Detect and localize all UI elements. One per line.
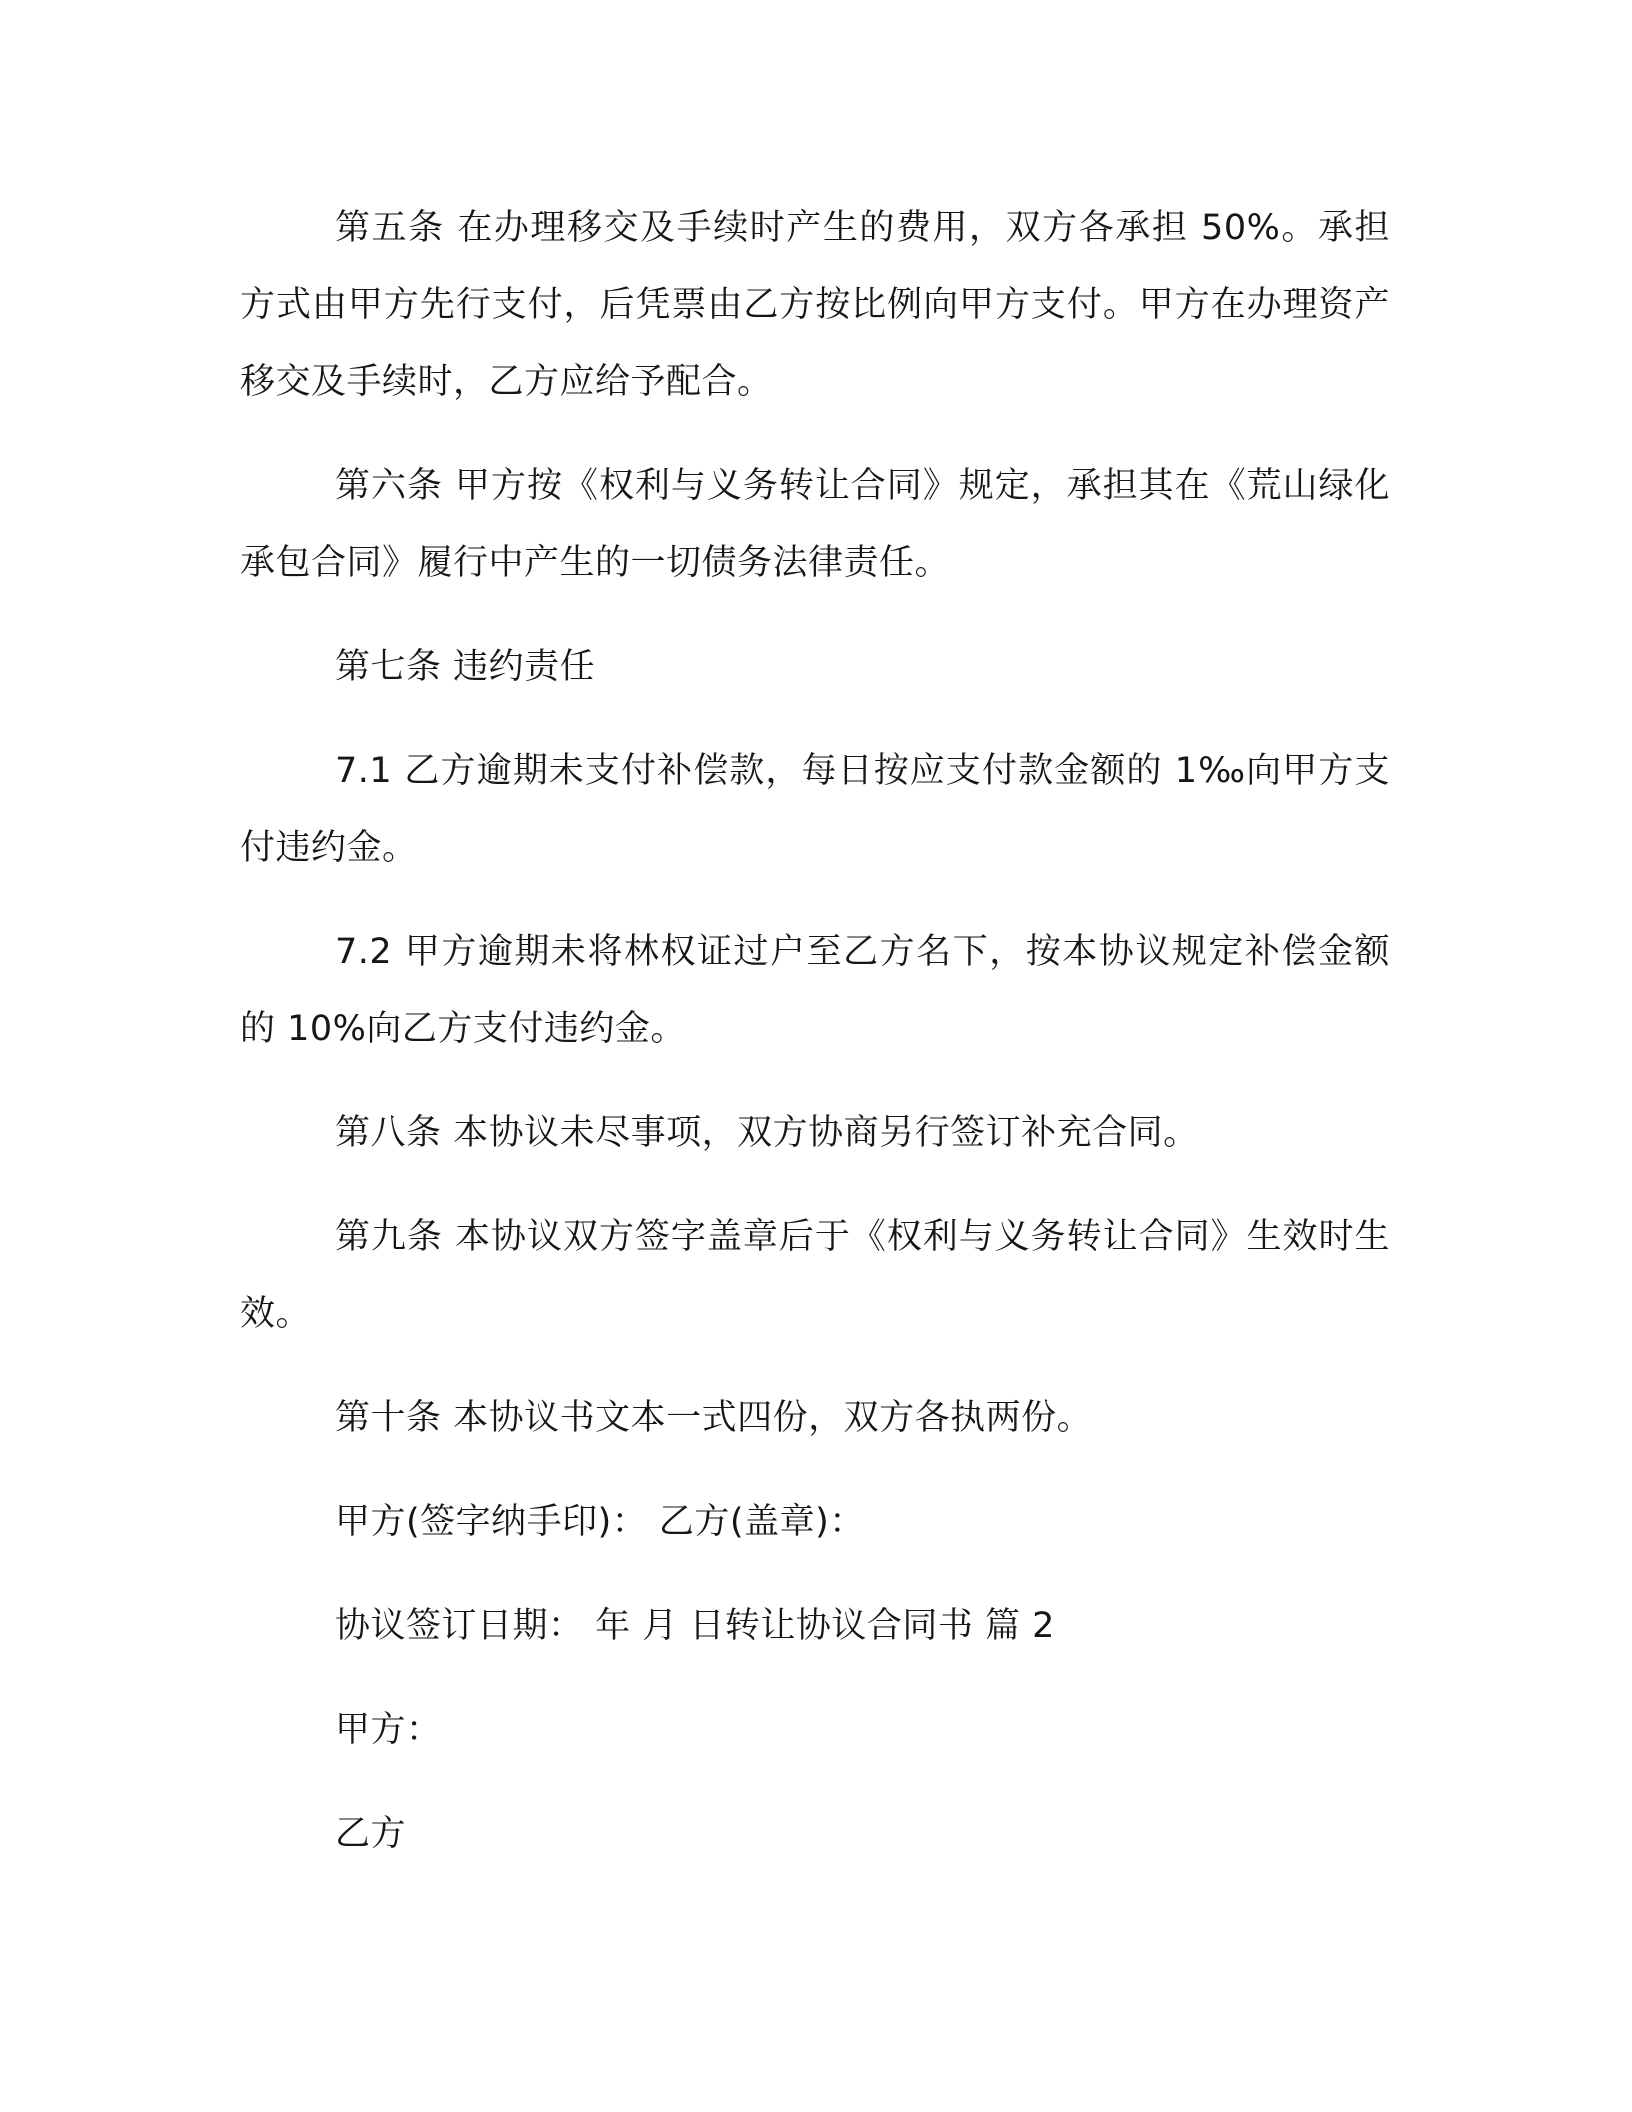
signature-line: 甲方(签字纳手印)： 乙方(盖章)： xyxy=(335,1502,865,1542)
party-b-line: 乙方 xyxy=(335,1814,407,1854)
article-6-paragraph: 第六条 甲方按《权利与义务转让合同》规定，承担其在《荒山绿化承包合同》履行中产生的一切债务法律责任。 xyxy=(240,466,1390,583)
article-5-paragraph: 第五条 在办理移交及手续时产生的费用，双方各承担 50%。承担方式由甲方先行支付，后凭票由乙方按比例向甲方支付。甲方在办理资产移交及手续时，乙方应给予配合。 xyxy=(240,208,1390,402)
party-a-line: 甲方： xyxy=(335,1710,442,1750)
clause-7-2-paragraph: 7.2 甲方逾期未将林权证过户至乙方名下，按本协议规定补偿金额的 10%向乙方支付违约金。 xyxy=(240,932,1390,1049)
document-body xyxy=(240,190,1390,1900)
article-7-heading: 第七条 违约责任 xyxy=(335,647,596,687)
signing-date-line: 协议签订日期： 年 月 日转让协议合同书 篇 2 xyxy=(335,1606,1055,1646)
clause-7-1-paragraph: 7.1 乙方逾期未支付补偿款，每日按应支付款金额的 1‰向甲方支付违约金。 xyxy=(240,751,1390,868)
article-9-paragraph: 第九条 本协议双方签字盖章后于《权利与义务转让合同》生效时生效。 xyxy=(240,1217,1390,1334)
article-8-paragraph: 第八条 本协议未尽事项，双方协商另行签订补充合同。 xyxy=(335,1113,1199,1153)
article-10-paragraph: 第十条 本协议书文本一式四份，双方各执两份。 xyxy=(335,1398,1093,1438)
